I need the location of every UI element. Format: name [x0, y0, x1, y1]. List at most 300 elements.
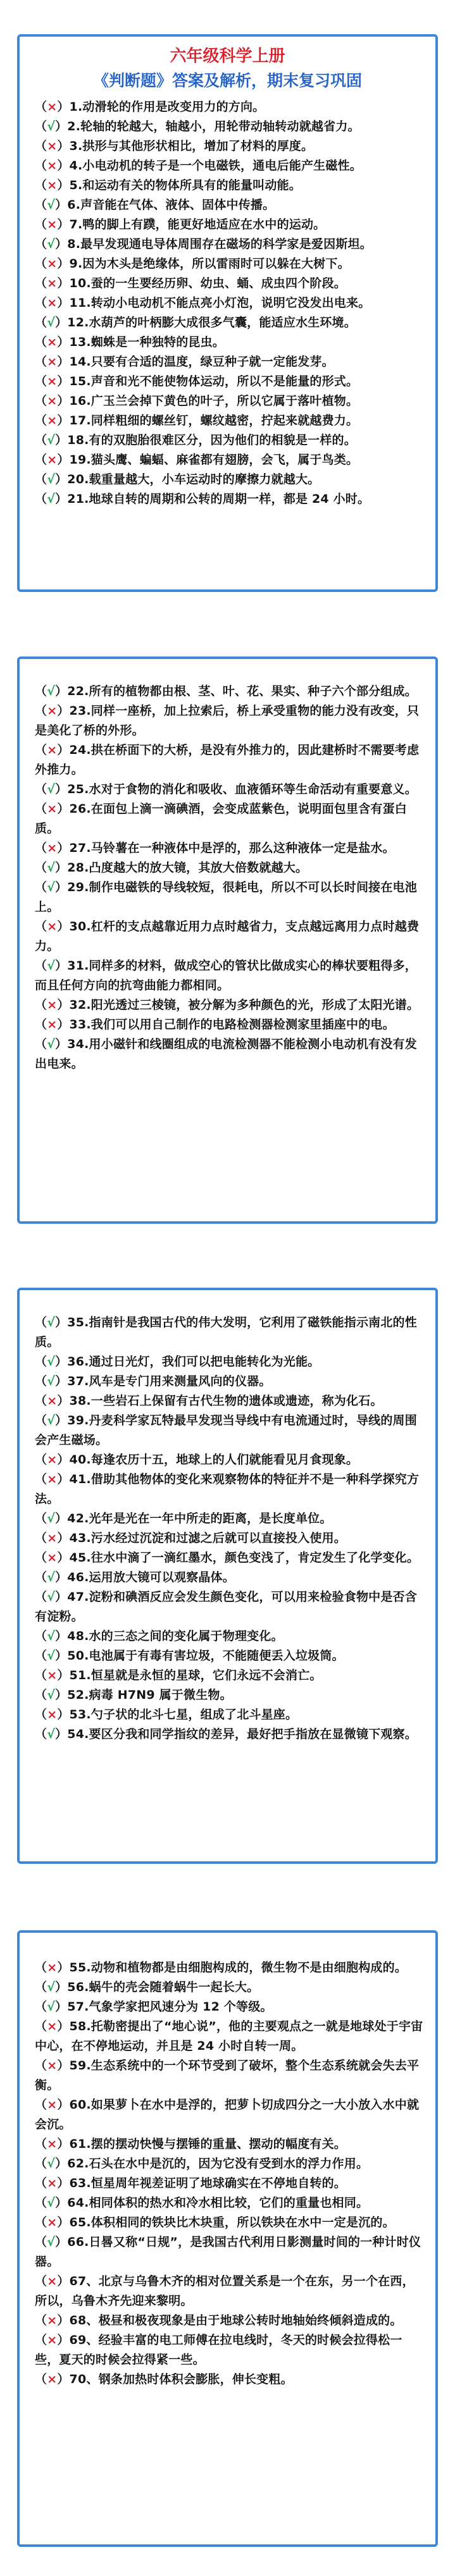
check-mark-icon: √: [47, 1688, 56, 1702]
cross-mark-icon: ×: [47, 178, 58, 192]
item-text: 63.恒星周年视差证明了地球确实在不停地自转的。: [69, 2176, 346, 2190]
paren-open: （: [35, 1980, 47, 1994]
list-item: [35, 137, 424, 156]
cross-mark-icon: ×: [47, 276, 58, 290]
paren-open: （: [35, 1668, 47, 1682]
paren-close: ）: [57, 335, 70, 349]
list-item: [35, 490, 424, 509]
paren-open: （: [35, 1708, 47, 1722]
paren-open: （: [35, 743, 47, 757]
paren-close: ）: [55, 237, 68, 251]
paren-close: ）: [57, 100, 70, 114]
cross-mark-icon: ×: [47, 394, 58, 408]
item-text: 60.如果萝卜在水中是浮的，把萝卜切成四分之一大小放入水中就会沉。: [35, 2098, 420, 2131]
cross-mark-icon: ×: [47, 1018, 58, 1032]
list-item: [35, 470, 424, 490]
paren-close: ）: [57, 276, 70, 290]
paren-open: （: [35, 1590, 47, 1604]
answer-card-3: [17, 1288, 438, 1864]
check-mark-icon: √: [47, 1629, 56, 1643]
cross-mark-icon: ×: [47, 159, 58, 173]
paren-open: （: [35, 159, 47, 173]
list-item: [35, 1015, 424, 1035]
check-mark-icon: √: [47, 1316, 56, 1329]
item-text: 32.阳光透过三棱镜，被分解为多种颜色的光，形成了太阳光谱。: [69, 998, 420, 1012]
paren-close: ）: [55, 1688, 68, 1702]
cross-mark-icon: ×: [47, 1961, 58, 1975]
paren-close: ）: [57, 296, 70, 310]
list-item: [35, 195, 424, 215]
list-item: [35, 1352, 424, 1372]
paren-open: （: [35, 1512, 47, 1525]
paren-open: （: [35, 1453, 47, 1467]
paren-close: ）: [57, 1453, 70, 1467]
cross-mark-icon: ×: [47, 1531, 58, 1545]
item-text: 51.恒星就是永恒的星球，它们永远不会消亡。: [69, 1668, 322, 1682]
cross-mark-icon: ×: [47, 743, 58, 757]
item-text: 30.杠杆的支点越靠近用力点时越省力，支点越远离用力点时越费力。: [35, 920, 420, 953]
item-text: 45.往水中滴了一滴红墨水，颜色变浅了，肯定发生了化学变化。: [69, 1551, 420, 1565]
paren-close: ）: [55, 1629, 68, 1643]
paren-close: ）: [55, 2196, 68, 2210]
paren-close: ）: [55, 120, 68, 133]
paren-close: ）: [55, 684, 68, 698]
paren-close: ）: [55, 1414, 68, 1427]
item-text: 70、钢条加热时体积会膨胀，伸长变粗。: [69, 2372, 293, 2386]
item-text: 31.同样多的材料，做成空心的管状比做成实心的棒状要粗得多，而且任何方向的抗弯曲能力都相同。: [35, 959, 417, 992]
list-item: [35, 1958, 424, 1978]
cross-mark-icon: ×: [47, 374, 58, 388]
paren-open: （: [35, 1551, 47, 1565]
item-text: 15.声音和光不能使物体运动，所以不是能量的形式。: [69, 374, 359, 388]
item-text: 46.运用放大镜可以观察晶体。: [67, 1570, 235, 1584]
paren-close: ）: [55, 1037, 68, 1051]
item-text: 47.淀粉和碘酒反应会发生颜色变化，可以用来检验食物中是否含有淀粉。: [35, 1590, 417, 1624]
item-text: 12.水葫芦的叶柄膨大成很多气囊，能适应水生环境。: [67, 316, 356, 330]
paren-close: ）: [55, 1980, 68, 1994]
cross-mark-icon: ×: [47, 414, 58, 428]
paren-open: （: [35, 2372, 47, 2386]
cross-mark-icon: ×: [47, 998, 58, 1012]
item-list: [35, 97, 424, 509]
item-text: 42.光年是光在一年中所走的距离，是长度单位。: [67, 1512, 332, 1525]
item-text: 26.在面包上滴一滴碘酒，会变成蓝紫色，说明面包里含有蛋白质。: [35, 802, 407, 835]
list-item: [35, 391, 424, 411]
item-text: 3.拱形与其他形状相比，增加了材料的厚度。: [69, 139, 314, 153]
list-item: [35, 1646, 424, 1666]
check-mark-icon: √: [47, 1590, 56, 1604]
list-item: [35, 741, 424, 780]
item-text: 65.体积相同的铁块比木块重，所以铁块在水中一定是沉的。: [69, 2215, 395, 2229]
item-text: 21.地球自转的周期和公转的周期一样，都是 24 小时。: [67, 492, 370, 506]
paren-close: ）: [57, 2176, 70, 2190]
paren-open: （: [35, 880, 47, 894]
item-text: 68、极昼和极夜现象是由于地球公转时地轴始终倾斜造成的。: [69, 2314, 402, 2327]
list-item: [35, 917, 424, 956]
item-text: 28.凸度越大的放大镜，其放大倍数就越大。: [67, 861, 308, 875]
check-mark-icon: √: [47, 198, 56, 212]
list-item: [35, 450, 424, 470]
paren-open: （: [35, 1414, 47, 1427]
paren-close: ）: [55, 2235, 68, 2249]
paren-close: ）: [57, 2137, 70, 2151]
paren-open: （: [35, 198, 47, 212]
paren-open: （: [35, 1531, 47, 1545]
list-item: [35, 1725, 424, 1744]
item-text: 39.丹麦科学家瓦特最早发现当导线中有电流通过时，导线的周围会产生磁场。: [35, 1414, 417, 1447]
item-text: 33.我们可以用自己制作的电路检测器检测家里插座中的电。: [69, 1018, 395, 1032]
check-mark-icon: √: [47, 782, 56, 796]
paren-close: ）: [55, 1355, 68, 1369]
paren-open: （: [35, 453, 47, 467]
paren-open: （: [35, 178, 47, 192]
list-item: [35, 293, 424, 313]
paren-close: ）: [55, 472, 68, 486]
cross-mark-icon: ×: [47, 802, 58, 816]
list-item: [35, 1411, 424, 1450]
paren-close: ）: [57, 1551, 70, 1565]
paren-close: ）: [57, 2215, 70, 2229]
item-text: 9.因为木头是绝缘体，所以雷雨时可以躲在大树下。: [69, 257, 350, 271]
paren-close: ）: [55, 782, 68, 796]
cross-mark-icon: ×: [47, 1453, 58, 1467]
paren-open: （: [35, 841, 47, 855]
list-item: [35, 2174, 424, 2193]
list-item: [35, 2370, 424, 2389]
item-text: 20.载重量越大，小车运动时的摩擦力就越大。: [67, 472, 320, 486]
paren-open: （: [35, 2019, 47, 2033]
item-text: 16.广玉兰会掉下黄色的叶子，所以它属于落叶植物。: [69, 394, 359, 408]
paren-close: ）: [55, 1570, 68, 1584]
list-item: [35, 1035, 424, 1074]
cross-mark-icon: ×: [47, 2215, 58, 2229]
item-text: 55.动物和植物都是由细胞构成的，微生物不是由细胞构成的。: [69, 1961, 407, 1975]
cross-mark-icon: ×: [47, 920, 58, 934]
list-item: [35, 235, 424, 254]
paren-open: （: [35, 861, 47, 875]
paren-open: （: [35, 2157, 47, 2171]
paren-open: （: [35, 2196, 47, 2210]
paren-open: （: [35, 1316, 47, 1329]
cross-mark-icon: ×: [47, 841, 58, 855]
cross-mark-icon: ×: [47, 1472, 58, 1486]
paren-open: （: [35, 2059, 47, 2073]
paren-open: （: [35, 2098, 47, 2112]
check-mark-icon: √: [47, 2235, 56, 2249]
list-item: [35, 1509, 424, 1529]
paren-open: （: [35, 257, 47, 271]
paren-close: ）: [57, 704, 70, 718]
paren-open: （: [35, 1727, 47, 1741]
list-item: [35, 352, 424, 372]
paren-open: （: [35, 120, 47, 133]
item-text: 4.小电动机的转子是一个电磁铁，通电后能产生磁性。: [69, 159, 362, 173]
list-item: [35, 2017, 424, 2056]
paren-close: ）: [57, 802, 70, 816]
check-mark-icon: √: [47, 2157, 56, 2171]
paren-close: ）: [57, 1708, 70, 1722]
item-text: 23.同样一座桥，加上拉索后，桥上承受重物的能力没有改变，只是美化了桥的外形。: [35, 704, 420, 737]
item-text: 29.制作电磁铁的导线较短，很耗电，所以不可以长时间接在电池上。: [35, 880, 417, 914]
cross-mark-icon: ×: [47, 1708, 58, 1722]
item-text: 66.日晷又称“日规”，是我国古代利用日影测量时间的一种计时仪器。: [35, 2235, 421, 2269]
paren-open: （: [35, 704, 47, 718]
paren-open: （: [35, 374, 47, 388]
paren-open: （: [35, 1472, 47, 1486]
paren-open: （: [35, 276, 47, 290]
item-text: 62.石头在水中是沉的，因为它没有受到水的浮力作用。: [67, 2157, 369, 2171]
item-text: 59.生态系统中的一个环节受到了破坏，整个生态系统就会失去平衡。: [35, 2059, 420, 2092]
item-text: 13.蜘蛛是一种独特的昆虫。: [69, 335, 225, 349]
cross-mark-icon: ×: [47, 100, 58, 114]
paren-open: （: [35, 1649, 47, 1663]
paren-open: （: [35, 1018, 47, 1032]
cross-mark-icon: ×: [47, 453, 58, 467]
check-mark-icon: √: [47, 433, 56, 447]
cross-mark-icon: ×: [47, 355, 58, 369]
list-item: [35, 1470, 424, 1509]
check-mark-icon: √: [47, 880, 56, 894]
list-item: [35, 682, 424, 701]
item-text: 18.有的双胞胎很难区分，因为他们的相貌是一样的。: [67, 433, 356, 447]
paren-close: ）: [55, 433, 68, 447]
cross-mark-icon: ×: [47, 2137, 58, 2151]
list-item: [35, 1548, 424, 1568]
check-mark-icon: √: [47, 1980, 56, 1994]
paren-open: （: [35, 1355, 47, 1369]
paren-close: ）: [55, 959, 68, 973]
paren-open: （: [35, 2176, 47, 2190]
check-mark-icon: √: [47, 492, 56, 506]
paren-close: ）: [57, 2059, 70, 2073]
paren-close: ）: [57, 2372, 70, 2386]
check-mark-icon: √: [47, 2196, 56, 2210]
item-text: 6.声音能在气体、液体、固体中传播。: [67, 198, 275, 212]
list-item: [35, 1627, 424, 1646]
check-mark-icon: √: [47, 1570, 56, 1584]
paren-open: （: [35, 492, 47, 506]
item-text: 5.和运动有关的物体所具有的能量叫动能。: [69, 178, 301, 192]
paren-open: （: [35, 414, 47, 428]
paren-open: （: [35, 394, 47, 408]
paren-close: ）: [57, 453, 70, 467]
item-text: 69、经验丰富的电工师傅在拉电线时，冬天的时候会拉得松一些，夏天的时候会拉得紧一些。: [35, 2333, 402, 2367]
list-item: [35, 156, 424, 176]
item-text: 37.风车是专门用来测量风向的仪器。: [67, 1374, 271, 1388]
list-item: [35, 215, 424, 235]
cross-mark-icon: ×: [47, 296, 58, 310]
item-text: 48.水的三态之间的变化属于物理变化。: [67, 1629, 284, 1643]
paren-close: ）: [57, 920, 70, 934]
paren-open: （: [35, 2137, 47, 2151]
paren-close: ）: [55, 316, 68, 330]
list-item: [35, 780, 424, 799]
page-subtitle: 《判断题》答案及解析，期末复习巩固: [92, 71, 362, 90]
cross-mark-icon: ×: [47, 2098, 58, 2112]
item-list: [35, 1313, 424, 1744]
paren-close: ）: [57, 394, 70, 408]
list-item: [35, 1450, 424, 1470]
answer-card-4: [17, 1930, 438, 2547]
check-mark-icon: √: [47, 237, 56, 251]
paren-close: ）: [57, 1961, 70, 1975]
paren-close: ）: [55, 861, 68, 875]
cross-mark-icon: ×: [47, 1551, 58, 1565]
item-text: 64.相同体积的热水和冷水相比较，它们的重量也相同。: [67, 2196, 369, 2210]
item-text: 27.马铃薯在一种液体中是浮的，那么这种液体一定是盐水。: [69, 841, 395, 855]
item-list: [35, 1958, 424, 2389]
list-item: [35, 878, 424, 917]
paren-open: （: [35, 296, 47, 310]
item-text: 2.轮轴的轮越大，轴越小，用轮带动轴转动就越省力。: [67, 120, 360, 133]
paren-open: （: [35, 1629, 47, 1643]
cross-mark-icon: ×: [47, 257, 58, 271]
check-mark-icon: √: [47, 472, 56, 486]
check-mark-icon: √: [47, 684, 56, 698]
list-item: [35, 372, 424, 391]
check-mark-icon: √: [47, 1355, 56, 1369]
item-text: 50.电池属于有毒有害垃圾，不能随便丢入垃圾筒。: [67, 1649, 344, 1663]
cross-mark-icon: ×: [47, 2019, 58, 2033]
check-mark-icon: √: [47, 1512, 56, 1525]
item-text: 52.病毒 H7N9 属于微生物。: [67, 1688, 232, 1702]
paren-open: （: [35, 2000, 47, 2014]
list-item: [35, 858, 424, 878]
paren-close: ）: [57, 178, 70, 192]
list-item: [35, 117, 424, 137]
paren-open: （: [35, 998, 47, 1012]
cross-mark-icon: ×: [47, 2333, 58, 2347]
list-item: [35, 1685, 424, 1705]
paren-close: ）: [55, 2000, 68, 2014]
list-item: [35, 2311, 424, 2331]
cross-mark-icon: ×: [47, 2314, 58, 2327]
paren-open: （: [35, 1570, 47, 1584]
list-item: [35, 313, 424, 333]
paren-open: （: [35, 1394, 47, 1408]
paren-close: ）: [57, 1018, 70, 1032]
item-text: 57.气象学家把风速分为 12 个等级。: [67, 2000, 273, 2014]
list-item: [35, 333, 424, 352]
check-mark-icon: √: [47, 1414, 56, 1427]
list-item: [35, 1997, 424, 2017]
item-text: 7.鸭的脚上有蹼，能更好地适应在水中的运动。: [69, 218, 326, 231]
paren-open: （: [35, 2274, 47, 2288]
item-text: 40.每逢农历十五，地球上的人们就能看见月食现象。: [69, 1453, 359, 1467]
paren-open: （: [35, 355, 47, 369]
paren-close: ）: [55, 1374, 68, 1388]
paren-close: ）: [57, 2314, 70, 2327]
paren-open: （: [35, 1374, 47, 1388]
paren-close: ）: [55, 1512, 68, 1525]
list-item: [35, 2233, 424, 2272]
cross-mark-icon: ×: [47, 2372, 58, 2386]
item-text: 22.所有的植物都由根、茎、叶、花、果实、种子六个部分组成。: [67, 684, 417, 698]
paren-close: ）: [57, 1668, 70, 1682]
check-mark-icon: √: [47, 1727, 56, 1741]
item-list: [35, 682, 424, 1074]
paren-open: （: [35, 1037, 47, 1051]
paren-close: ）: [57, 139, 70, 153]
list-item: [35, 1372, 424, 1391]
paren-close: ）: [57, 743, 70, 757]
cross-mark-icon: ×: [47, 2274, 58, 2288]
item-text: 17.同样粗细的螺丝钉，螺纹越密，拧起来就越费力。: [69, 414, 359, 428]
item-text: 38.一些岩石上保留有古代生物的遗体或遗迹，称为化石。: [69, 1394, 383, 1408]
cross-mark-icon: ×: [47, 2059, 58, 2073]
item-text: 56.蜗牛的壳会随着蜗牛一起长大。: [67, 1980, 259, 1994]
check-mark-icon: √: [47, 1649, 56, 1663]
list-item: [35, 2193, 424, 2213]
item-text: 67、北京与乌鲁木齐的相对位置关系是一个在东，另一个在西，所以，乌鲁木齐先迎来黎明。: [35, 2274, 414, 2308]
list-item: [35, 431, 424, 450]
list-item: [35, 2056, 424, 2095]
paren-open: （: [35, 959, 47, 973]
cross-mark-icon: ×: [47, 1668, 58, 1682]
item-text: 10.蚕的一生要经历卵、幼虫、蛹、成虫四个阶段。: [69, 276, 346, 290]
item-text: 34.用小磁针和线圈组成的电流检测器不能检测小电动机有没有发出电来。: [35, 1037, 417, 1071]
paren-close: ）: [57, 2274, 70, 2288]
paren-close: ）: [55, 1649, 68, 1663]
paren-close: ）: [57, 414, 70, 428]
list-item: [35, 97, 424, 117]
paren-close: ）: [57, 2098, 70, 2112]
paren-open: （: [35, 433, 47, 447]
check-mark-icon: √: [47, 2000, 56, 2014]
check-mark-icon: √: [47, 861, 56, 875]
paren-open: （: [35, 2314, 47, 2327]
item-text: 35.指南针是我国古代的伟大发明，它利用了磁铁能指示南北的性质。: [35, 1316, 417, 1349]
list-item: [35, 1568, 424, 1587]
list-item: [35, 411, 424, 431]
item-text: 14.只要有合适的温度，绿豆种子就一定能发芽。: [69, 355, 334, 369]
page-title: 六年级科学上册: [170, 47, 285, 66]
item-text: 58.托勒密提出了“地心说”，他的主要观点之一就是地球处于宇宙中心，在不停地运动，并且是 24 小时自转一周。: [35, 2019, 423, 2053]
paren-close: ）: [55, 880, 68, 894]
paren-open: （: [35, 2333, 47, 2347]
list-item: [35, 1705, 424, 1725]
paren-open: （: [35, 335, 47, 349]
cross-mark-icon: ×: [47, 704, 58, 718]
item-text: 25.水对于食物的消化和吸收、血液循环等生命活动有重要意义。: [67, 782, 417, 796]
paren-close: ）: [57, 998, 70, 1012]
paren-close: ）: [57, 159, 70, 173]
list-item: [35, 1313, 424, 1352]
item-text: 36.通过日光灯，我们可以把电能转化为光能。: [67, 1355, 320, 1369]
check-mark-icon: √: [47, 1374, 56, 1388]
item-text: 61.摆的摆动快慢与摆锤的重量、摆动的幅度有关。: [69, 2137, 346, 2151]
paren-open: （: [35, 472, 47, 486]
item-text: 11.转动小电动机不能点亮小灯泡，说明它没发出电来。: [69, 296, 371, 310]
list-item: [35, 254, 424, 274]
paren-open: （: [35, 237, 47, 251]
cross-mark-icon: ×: [47, 2176, 58, 2190]
item-text: 41.借助其他物体的变化来观察物体的特征并不是一种科学探究方法。: [35, 1472, 420, 1506]
item-text: 43.污水经过沉淀和过滤之后就可以直接投入使用。: [69, 1531, 346, 1545]
paren-close: ）: [57, 1531, 70, 1545]
cross-mark-icon: ×: [47, 335, 58, 349]
list-item: [35, 2135, 424, 2154]
list-item: [35, 2272, 424, 2311]
item-text: 53.勺子状的北斗七星，组成了北斗星座。: [69, 1708, 298, 1722]
paren-open: （: [35, 218, 47, 231]
paren-close: ）: [55, 1727, 68, 1741]
paren-close: ）: [55, 2157, 68, 2171]
paren-close: ）: [57, 257, 70, 271]
list-item: [35, 2095, 424, 2135]
paren-close: ）: [57, 355, 70, 369]
cross-mark-icon: ×: [47, 1394, 58, 1408]
